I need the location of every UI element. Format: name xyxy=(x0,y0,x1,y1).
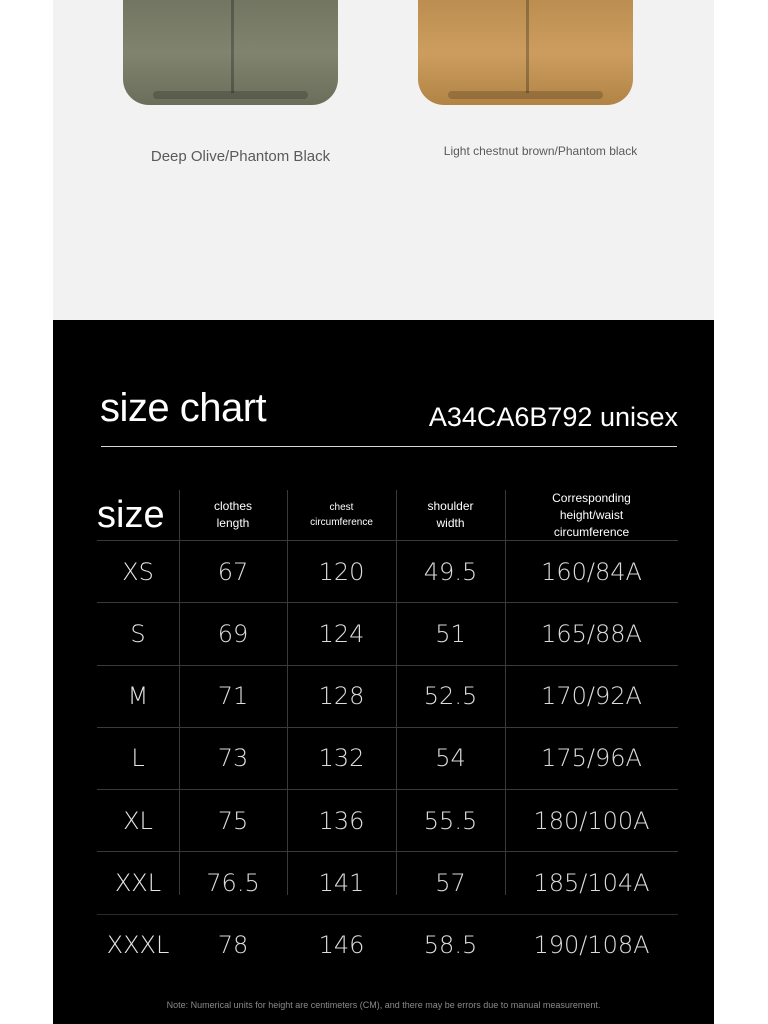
column-divider xyxy=(505,490,506,895)
column-divider xyxy=(287,490,288,895)
shoulder-cell: 51 xyxy=(435,619,466,648)
header-size: size xyxy=(97,493,165,536)
length-cell: 76.5 xyxy=(206,868,260,897)
header-clothes-length-text: clothes length xyxy=(213,499,253,530)
length-cell: 78 xyxy=(217,931,249,960)
height-cell: 170/92A xyxy=(541,682,642,711)
column-divider xyxy=(396,490,397,895)
shoulder-cell: 58.5 xyxy=(423,931,478,960)
chest-cell: 120 xyxy=(318,557,365,586)
height-cell: 185/104A xyxy=(533,868,650,897)
size-cell: XXXL xyxy=(106,931,170,960)
length-cell: 69 xyxy=(217,619,249,648)
jacket-zipper xyxy=(231,0,234,93)
jacket-zipper xyxy=(526,0,529,93)
table-row xyxy=(97,540,678,602)
table-row xyxy=(97,851,678,913)
color-options-section xyxy=(53,0,714,320)
header-clothes-length xyxy=(179,490,287,540)
table-row xyxy=(97,727,678,789)
header-height xyxy=(505,490,678,540)
product-detail-page xyxy=(53,0,714,1024)
table-row xyxy=(97,665,678,727)
length-cell: 73 xyxy=(217,744,249,773)
column-divider xyxy=(179,490,180,895)
header-shoulder xyxy=(396,490,505,540)
table-header xyxy=(97,490,678,540)
shoulder-cell: 52.5 xyxy=(423,682,478,711)
size-table xyxy=(97,490,678,976)
title-divider xyxy=(101,446,677,447)
size-cell: S xyxy=(130,619,146,648)
color-label-olive: Deep Olive/Phantom Black xyxy=(150,148,331,165)
size-cell: XL xyxy=(123,806,153,835)
size-cell: XXL xyxy=(114,868,162,897)
height-cell: 175/96A xyxy=(541,744,642,773)
size-cell: L xyxy=(131,744,145,773)
length-cell: 71 xyxy=(217,682,249,711)
chest-cell: 124 xyxy=(318,619,365,648)
chestnut-jacket-image xyxy=(418,0,633,105)
height-cell: 160/84A xyxy=(541,557,642,586)
color-label-chestnut: Light chestnut brown/Phantom black xyxy=(443,144,638,158)
header-height-text: Corresponding height/waist circumference xyxy=(552,490,631,539)
table-row xyxy=(97,789,678,851)
length-cell: 67 xyxy=(217,557,249,586)
height-cell: 190/108A xyxy=(533,931,650,960)
jacket-hem xyxy=(153,91,308,99)
shoulder-cell: 49.5 xyxy=(423,557,478,586)
measurement-note: Note: Numerical units for height are centimeters (CM), and there may be errors due to manual measurement. xyxy=(166,1000,601,1010)
size-chart-title: size chart xyxy=(100,386,267,430)
size-cell: M xyxy=(127,682,149,711)
shoulder-cell: 57 xyxy=(435,868,466,897)
shoulder-cell: 55.5 xyxy=(423,806,478,835)
size-cell: XS xyxy=(122,557,154,586)
header-shoulder-text: shoulder width xyxy=(427,499,474,530)
model-number: A34CA6B792 unisex xyxy=(428,402,678,432)
height-cell: 165/88A xyxy=(541,619,642,648)
height-cell: 180/100A xyxy=(533,806,650,835)
chest-cell: 136 xyxy=(318,806,365,835)
header-chest xyxy=(287,490,396,540)
table-row xyxy=(97,602,678,664)
chest-cell: 128 xyxy=(318,682,365,711)
chest-cell: 132 xyxy=(318,744,365,773)
length-cell: 75 xyxy=(217,806,249,835)
table-row xyxy=(97,914,678,976)
chest-cell: 141 xyxy=(318,868,365,897)
jacket-hem xyxy=(448,91,603,99)
shoulder-cell: 54 xyxy=(435,744,466,773)
header-chest-text: chest circumference xyxy=(310,502,373,528)
olive-jacket-image xyxy=(123,0,338,105)
size-chart-section xyxy=(53,320,714,1024)
chest-cell: 146 xyxy=(318,931,365,960)
